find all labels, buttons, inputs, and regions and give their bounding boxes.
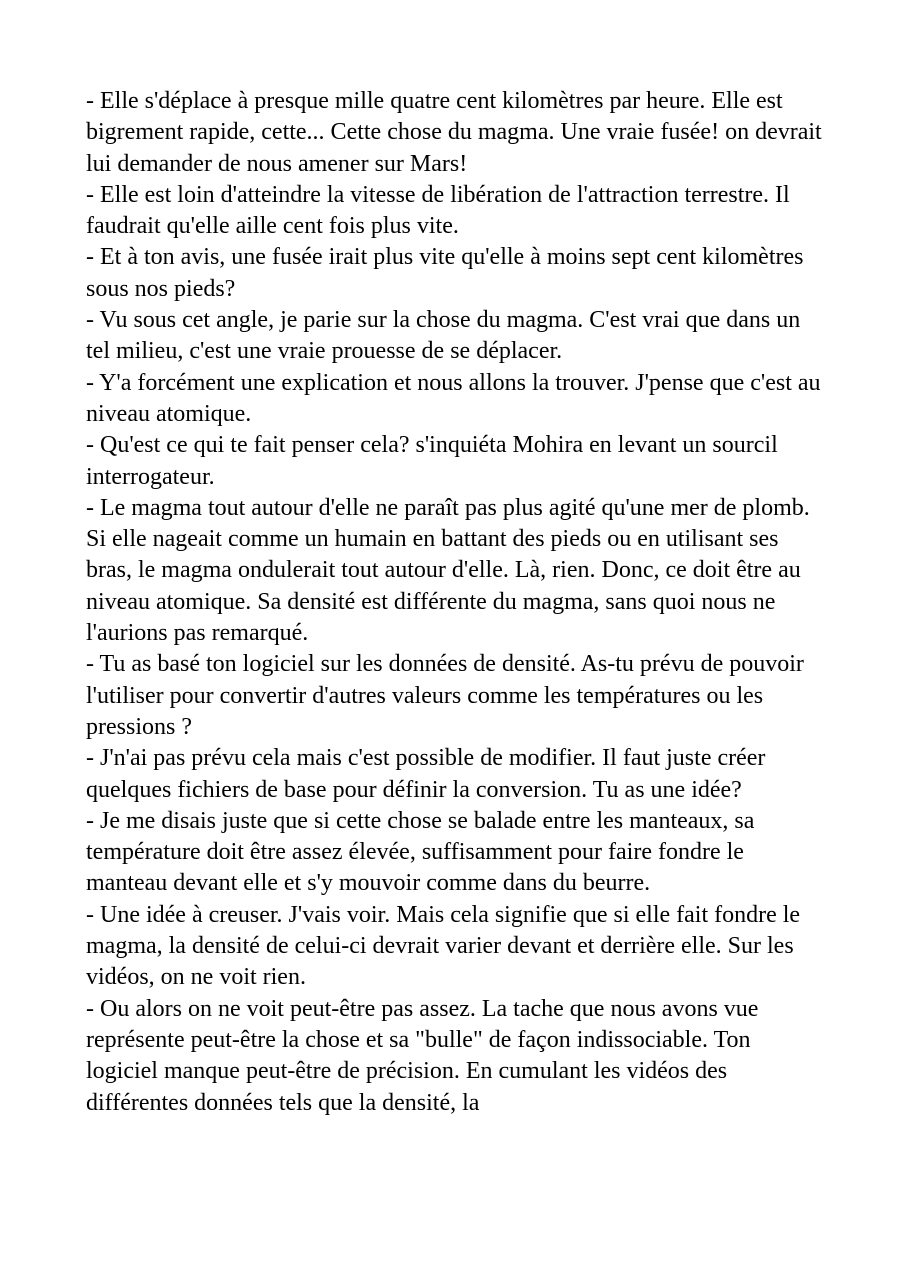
paragraph: - Elle est loin d'atteindre la vitesse de libération de l'attraction terrestre. Il faudrait qu'elle aille cent fois plus vite. xyxy=(86,181,790,240)
paragraph: - Y'a forcément une explication et nous allons la trouver. J'pense que c'est au niveau atomique. xyxy=(86,369,821,427)
paragraph: - Je me disais juste que si cette chose se balade entre les manteaux, sa température doit être assez élevée, suffisamment pour faire fondre le manteau devant elle et s'y mouvoir comme dans du beurre. xyxy=(86,807,755,897)
paragraph: - Qu'est ce qui te fait penser cela? s'inquiéta Mohira en levant un sourcil interrogateur. xyxy=(86,432,778,490)
paragraph: - Ou alors on ne voit peut-être pas assez. La tache que nous avons vue représente peut-être la chose et sa "bulle" de façon indissociable. Ton logiciel manque peut-être de précision. En cumulant les vidéos des différentes données tels que la densité, la xyxy=(86,995,759,1116)
body-text-block xyxy=(86,86,824,1119)
paragraph: - Et à ton avis, une fusée irait plus vite qu'elle à moins sept cent kilomètres sous nos pieds? xyxy=(86,244,804,302)
paragraph: - Le magma tout autour d'elle ne paraît pas plus agité qu'une mer de plomb. Si elle nageait comme un humain en battant des pieds ou en utilisant ses bras, le magma ondulerait tout autour d'elle. Là, rien. Donc, ce doit être au niveau atomique. Sa densité est différente du magma, sans quoi nous ne l'aurions pas remarqué. xyxy=(86,494,810,647)
paragraph: - Tu as basé ton logiciel sur les données de densité. As-tu prévu de pouvoir l'utiliser pour convertir d'autres valeurs comme les températures ou les pressions ? xyxy=(86,651,804,740)
paragraph: - Vu sous cet angle, je parie sur la chose du magma. C'est vrai que dans un tel milieu, c'est une vraie prouesse de se déplacer. xyxy=(86,307,801,365)
paragraph: - Une idée à creuser. J'vais voir. Mais cela signifie que si elle fait fondre le magma, la densité de celui-ci devrait varier devant et derrière elle. Sur les vidéos, on ne voit rien. xyxy=(86,901,801,991)
paragraph: - Elle s'déplace à presque mille quatre cent kilomètres par heure. Elle est bigrement rapide, cette... Cette chose du magma. Une vraie fusée! on devrait lui demander de nous amener sur Mars! xyxy=(86,88,822,177)
paragraph: - J'n'ai pas prévu cela mais c'est possible de modifier. Il faut juste créer quelques fichiers de base pour définir la conversion. Tu as une idée? xyxy=(86,745,766,803)
